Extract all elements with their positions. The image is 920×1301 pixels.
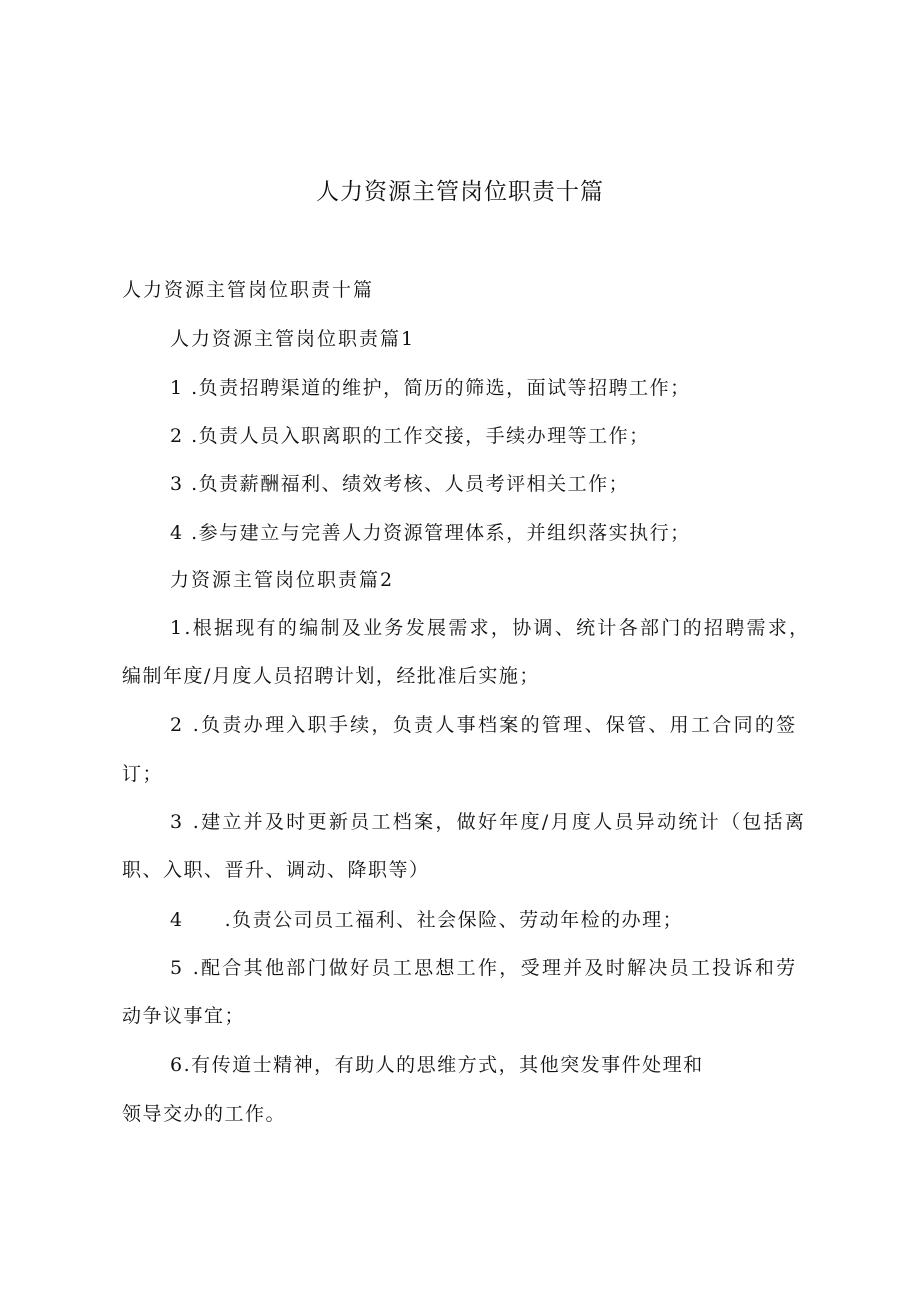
section2-item-1-line2: 编制年度/月度人员招聘计划，经批准后实施； bbox=[122, 665, 540, 687]
section1-item-4: 4 .参与建立与完善人力资源管理体系，并组织落实执行； bbox=[170, 522, 691, 544]
section2-item-6-line2: 领导交办的工作。 bbox=[122, 1103, 287, 1125]
section2-item-3-line2: 职、入职、晋升、调动、降职等） bbox=[122, 859, 430, 881]
section-heading-2: 力资源主管岗位职责篇2 bbox=[170, 569, 395, 591]
section1-item-3: 3 .负责薪酬福利、绩效考核、人员考评相关工作； bbox=[170, 473, 630, 495]
section2-item-2-line2: 订； bbox=[122, 763, 164, 785]
section2-item-6-line1: 6.有传道士精神，有助人的思维方式，其他突发事件处理和 bbox=[170, 1054, 704, 1076]
section2-item-5-line2: 动争议事宜； bbox=[122, 1005, 246, 1027]
document-title: 人力资源主管岗位职责十篇 bbox=[316, 179, 604, 205]
section2-item-1-line1: 1.根据现有的编制及业务发展需求，协调、统计各部门的招聘需求， bbox=[170, 617, 811, 639]
section1-item-1: 1 .负责招聘渠道的维护，简历的筛选，面试等招聘工作； bbox=[170, 377, 691, 399]
section-heading-1: 人力资源主管岗位职责篇1 bbox=[170, 328, 416, 350]
section2-item-4: 4 .负责公司员工福利、社会保险、劳动年检的办理； bbox=[170, 909, 684, 931]
section2-item-2-line1: 2 .负责办理入职手续，负责人事档案的管理、保管、用工合同的签 bbox=[170, 714, 798, 736]
section2-item-3-line1: 3 .建立并及时更新员工档案，做好年度/月度人员异动统计（包括离 bbox=[170, 811, 807, 833]
section1-item-2: 2 .负责人员入职离职的工作交接，手续办理等工作； bbox=[170, 425, 650, 447]
section2-item-5-line1: 5 .配合其他部门做好员工思想工作，受理并及时解决员工投诉和劳 bbox=[170, 957, 798, 979]
document-subtitle: 人力资源主管岗位职责十篇 bbox=[122, 279, 375, 301]
